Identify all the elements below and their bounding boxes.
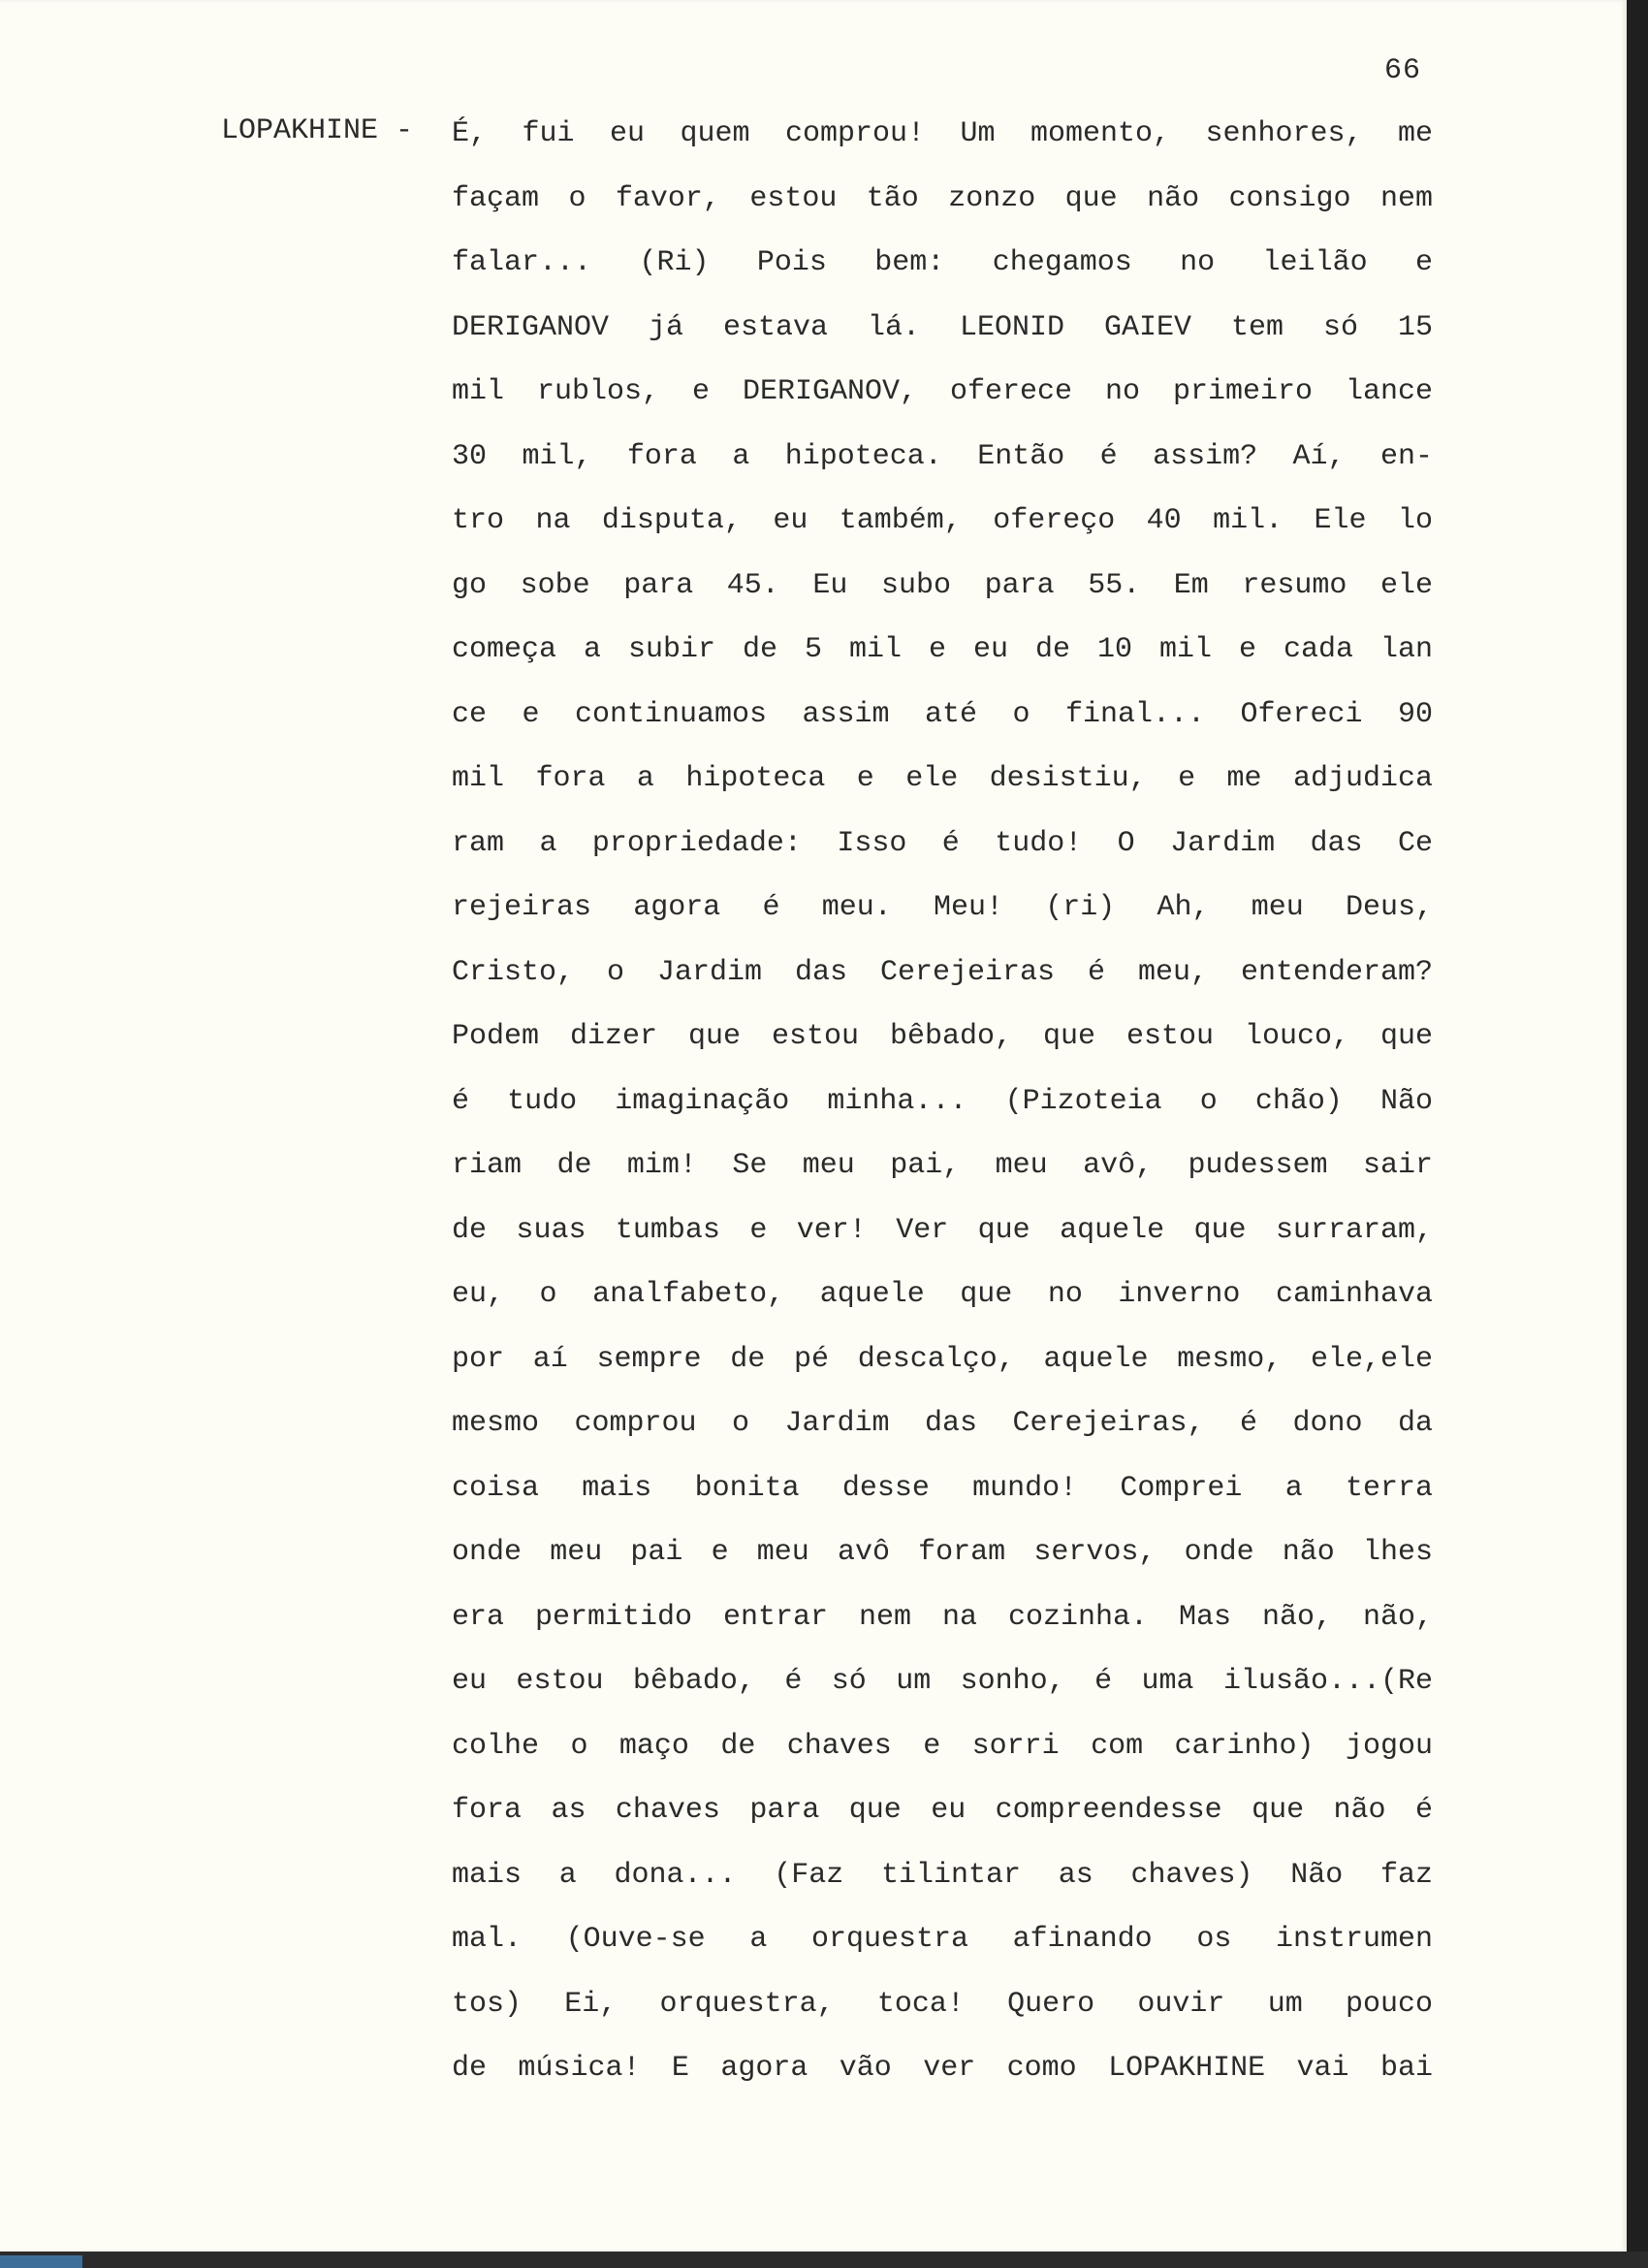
text-line: 30 mil, fora a hipoteca. Então é assim? Aí, en-	[452, 439, 1433, 473]
text-line: go sobe para 45. Eu subo para 55. Em resumo ele	[452, 568, 1433, 602]
text-line: de suas tumbas e ver! Ver que aquele que surraram,	[452, 1213, 1433, 1247]
scan-edge-mark	[0, 2255, 82, 2268]
speech-text	[452, 114, 1433, 2114]
text-line: É, fui eu quem comprou! Um momento, senhores, me	[452, 117, 1433, 150]
text-line: eu estou bêbado, é só um sonho, é uma ilusão...(Re	[452, 1665, 1433, 1698]
text-line: DERIGANOV já estava lá. LEONID GAIEV tem só 15	[452, 310, 1433, 344]
text-line: eu, o analfabeto, aquele que no inverno caminhava	[452, 1278, 1433, 1311]
text-line: fora as chaves para que eu compreendesse que não é	[452, 1794, 1433, 1827]
text-line: tro na disputa, eu também, ofereço 40 mil. Ele lo	[452, 504, 1433, 537]
text-line: era permitido entrar nem na cozinha. Mas não, não,	[452, 1600, 1433, 1634]
speaker-name: LOPAKHINE -	[221, 114, 414, 147]
text-line: mesmo comprou o Jardim das Cerejeiras, é dono da	[452, 1407, 1433, 1440]
text-line: tos) Ei, orquestra, toca! Quero ouvir um pouco	[452, 1987, 1433, 2021]
page-number: 66	[1384, 54, 1422, 87]
text-line: é tudo imaginação minha... (Pizoteia o chão) Não	[452, 1084, 1433, 1118]
text-line: colhe o maço de chaves e sorri com carinho) jogou	[452, 1729, 1433, 1763]
text-line: onde meu pai e meu avô foram servos, onde não lhes	[452, 1536, 1433, 1569]
text-line: mais a dona... (Faz tilintar as chaves) Não faz	[452, 1858, 1433, 1892]
text-line: falar... (Ri) Pois bem: chegamos no leilão e	[452, 246, 1433, 279]
text-line: de música! E agora vão ver como LOPAKHINE vai bai	[452, 2052, 1433, 2085]
text-line: mal. (Ouve-se a orquestra afinando os instrumen	[452, 1923, 1433, 1956]
text-line: coisa mais bonita desse mundo! Comprei a terra	[452, 1471, 1433, 1505]
text-line: mil fora a hipoteca e ele desistiu, e me adjudica	[452, 762, 1433, 795]
text-line: ram a propriedade: Isso é tudo! O Jardim das Ce	[452, 826, 1433, 860]
text-line: rejeiras agora é meu. Meu! (ri) Ah, meu Deus,	[452, 891, 1433, 924]
text-line: começa a subir de 5 mil e eu de 10 mil e cada lan	[452, 633, 1433, 666]
text-line: Cristo, o Jardim das Cerejeiras é meu, entenderam?	[452, 955, 1433, 989]
text-line: por aí sempre de pé descalço, aquele mesmo, ele,ele	[452, 1342, 1433, 1376]
text-line: riam de mim! Se meu pai, meu avô, pudessem sair	[452, 1149, 1433, 1182]
text-line: ce e continuamos assim até o final... Ofereci 90	[452, 697, 1433, 731]
scan-edge	[0, 2252, 1648, 2268]
text-line: façam o favor, estou tão zonzo que não consigo nem	[452, 181, 1433, 215]
text-line: Podem dizer que estou bêbado, que estou louco, que	[452, 1020, 1433, 1053]
text-line: mil rublos, e DERIGANOV, oferece no primeiro lance	[452, 375, 1433, 408]
